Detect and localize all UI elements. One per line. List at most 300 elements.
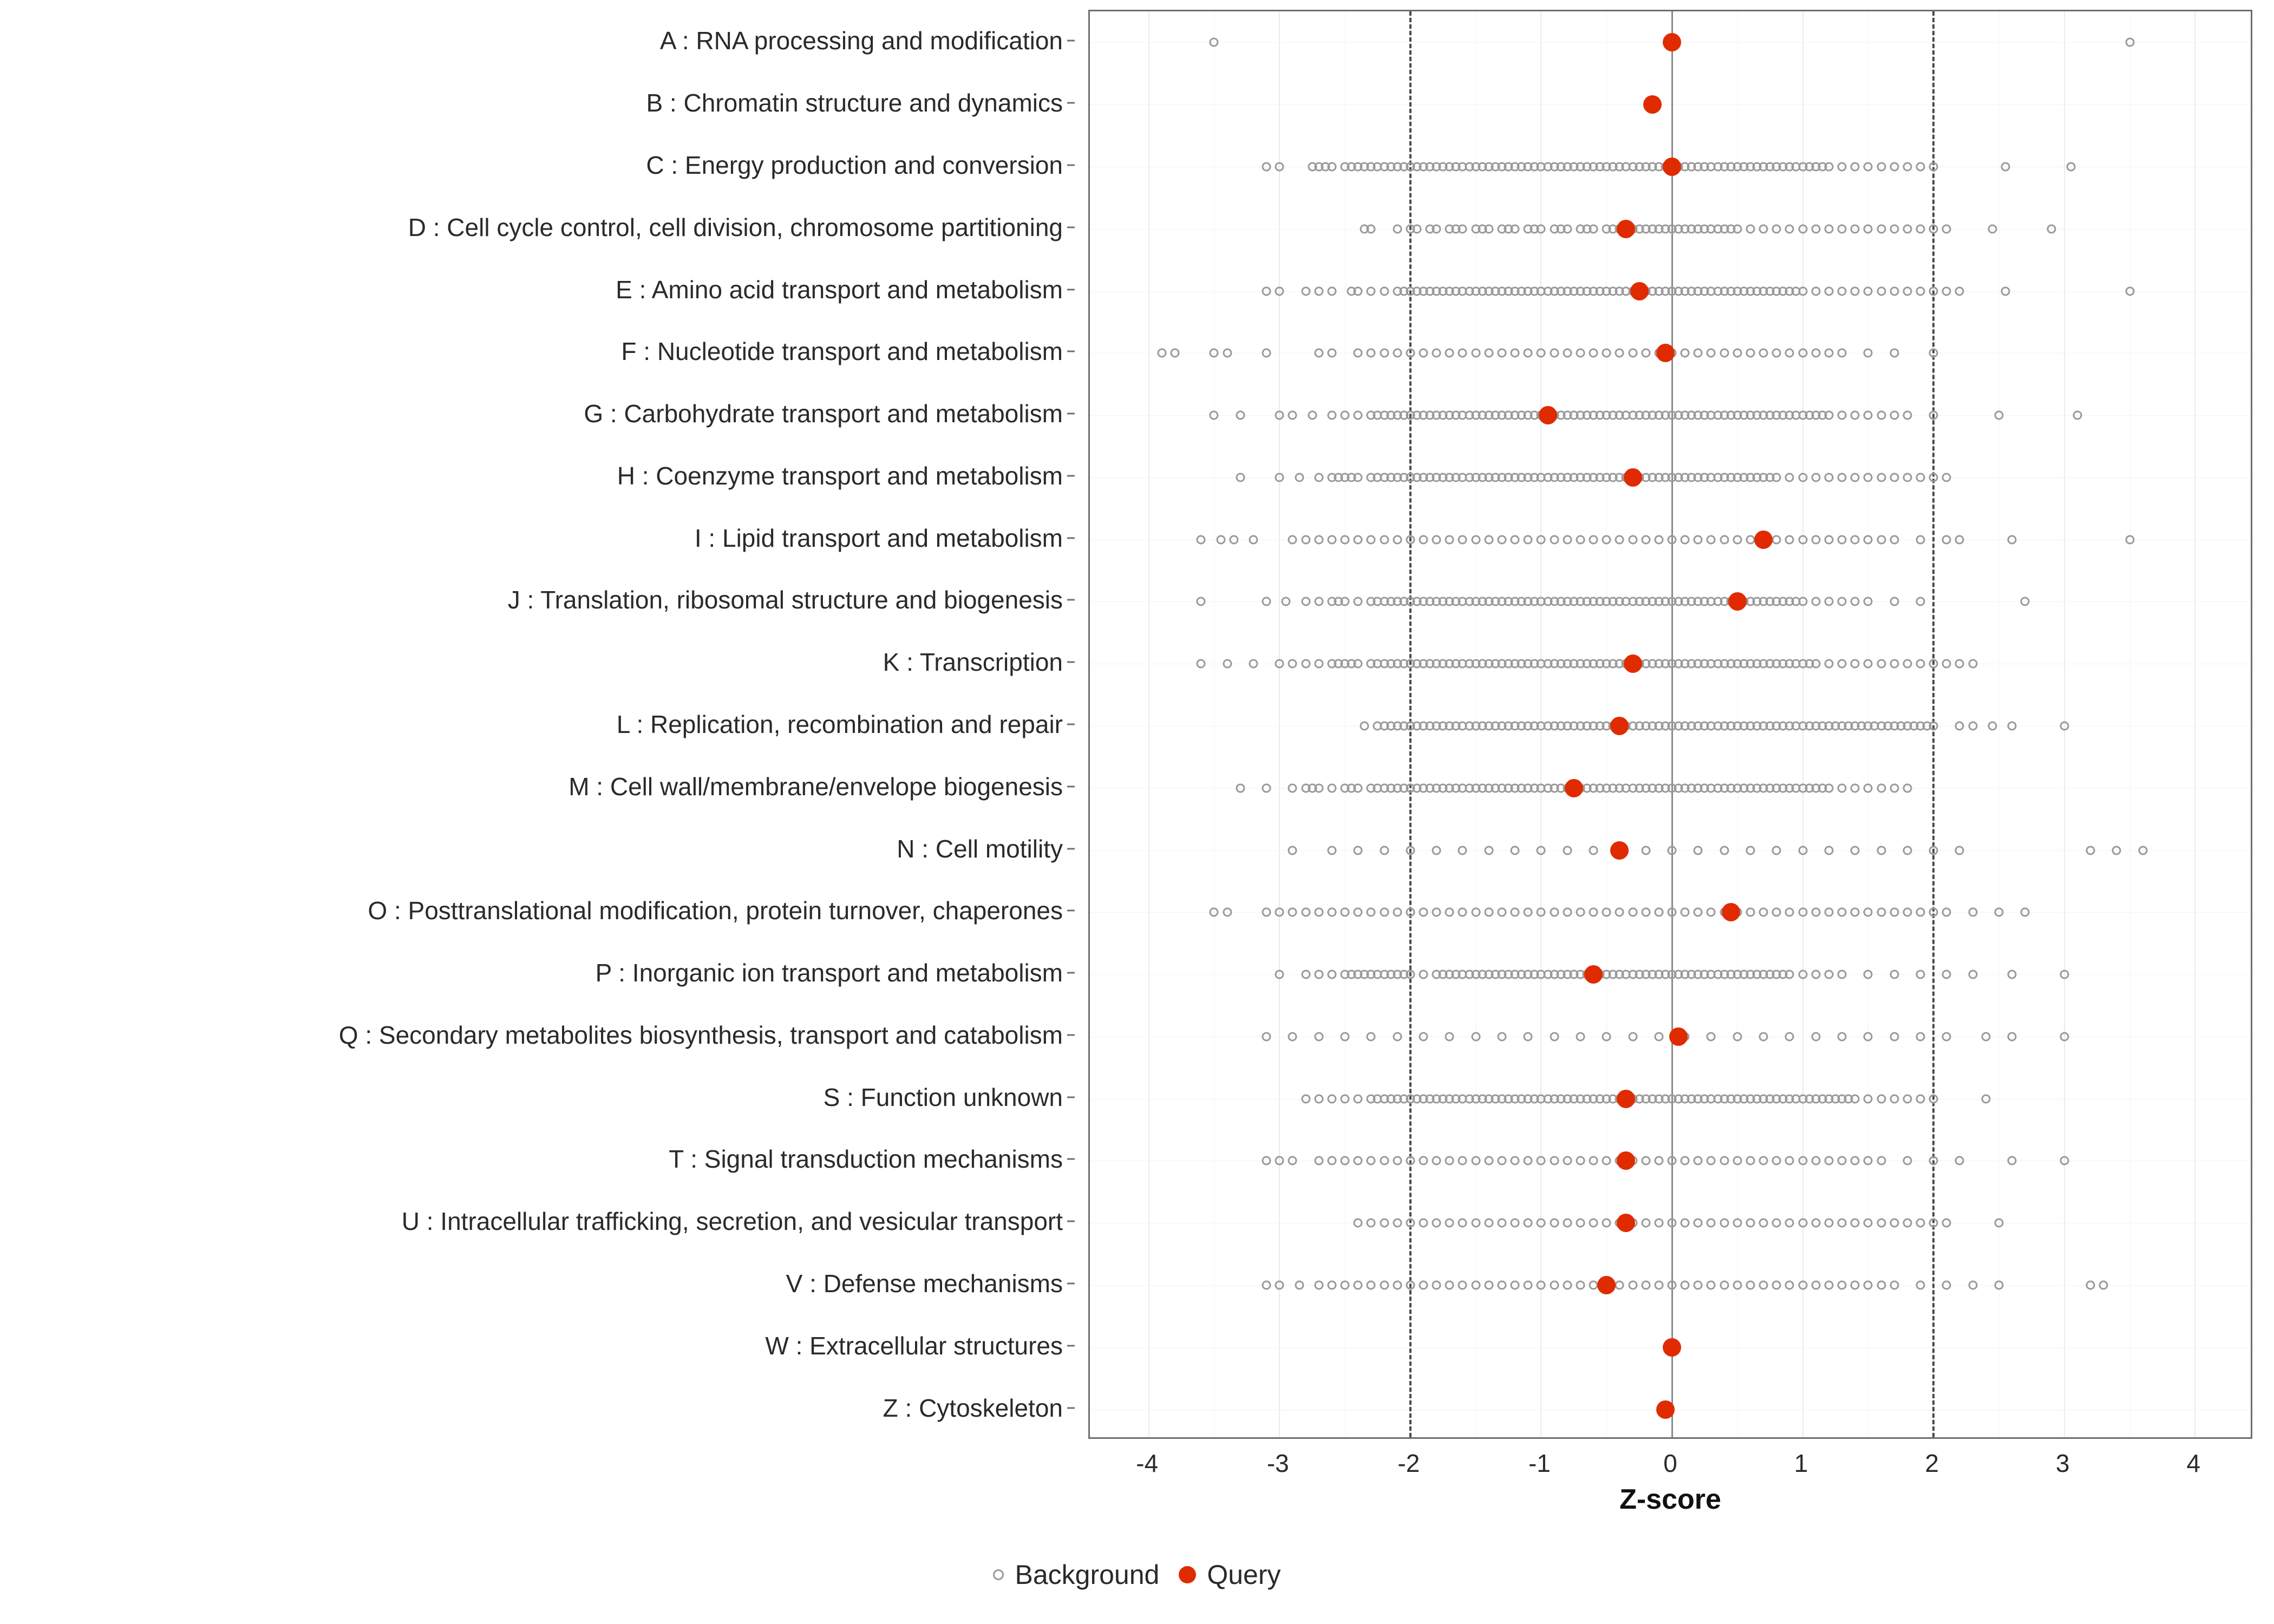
background-point bbox=[2066, 162, 2075, 171]
background-point bbox=[1314, 535, 1323, 544]
background-point bbox=[1406, 846, 1415, 855]
background-point bbox=[1563, 908, 1572, 917]
background-point bbox=[1890, 224, 1899, 233]
background-point bbox=[1929, 1156, 1938, 1165]
background-point bbox=[1916, 597, 1925, 606]
background-point bbox=[1367, 224, 1376, 233]
background-point bbox=[1537, 908, 1546, 917]
background-point bbox=[1988, 722, 1997, 731]
background-point bbox=[1746, 1281, 1755, 1290]
background-point bbox=[1511, 908, 1520, 917]
background-point bbox=[1550, 1032, 1559, 1041]
background-point bbox=[1772, 473, 1781, 482]
background-point bbox=[1497, 908, 1506, 917]
background-point bbox=[1563, 535, 1572, 544]
background-point bbox=[1249, 535, 1258, 544]
y-axis-tick bbox=[1067, 164, 1075, 166]
legend-item-background bbox=[993, 1559, 1159, 1590]
background-point bbox=[1798, 1156, 1807, 1165]
background-point bbox=[1262, 1032, 1271, 1041]
background-point bbox=[1550, 1156, 1559, 1165]
background-point bbox=[1393, 908, 1402, 917]
background-point bbox=[1275, 659, 1284, 669]
y-axis-tick bbox=[1067, 226, 1075, 228]
background-point bbox=[1668, 1219, 1677, 1228]
background-point bbox=[1458, 349, 1467, 358]
background-point bbox=[1707, 1032, 1716, 1041]
background-point bbox=[1210, 349, 1219, 358]
background-point bbox=[1563, 846, 1572, 855]
background-point bbox=[1327, 1281, 1336, 1290]
background-point bbox=[1903, 659, 1912, 669]
background-point bbox=[1851, 908, 1860, 917]
background-point bbox=[1811, 1032, 1820, 1041]
background-point bbox=[1811, 908, 1820, 917]
background-point bbox=[1641, 908, 1650, 917]
background-point bbox=[1824, 224, 1833, 233]
background-point bbox=[1576, 349, 1585, 358]
background-point bbox=[1406, 349, 1415, 358]
background-marker-icon bbox=[993, 1569, 1004, 1580]
background-point bbox=[1484, 846, 1493, 855]
background-point bbox=[1824, 411, 1833, 420]
background-point bbox=[1733, 1032, 1742, 1041]
background-point bbox=[1942, 286, 1951, 296]
background-point bbox=[1236, 473, 1245, 482]
background-point bbox=[1707, 535, 1716, 544]
background-point bbox=[1864, 970, 1873, 979]
background-point bbox=[1354, 473, 1363, 482]
background-point bbox=[1890, 783, 1899, 793]
background-point bbox=[1641, 1219, 1650, 1228]
background-point bbox=[1903, 162, 1912, 171]
background-point bbox=[1785, 908, 1794, 917]
background-point bbox=[1314, 1281, 1323, 1290]
background-point bbox=[1916, 473, 1925, 482]
y-axis-tick bbox=[1067, 1283, 1075, 1285]
background-point bbox=[1811, 659, 1820, 669]
background-point bbox=[1772, 1156, 1781, 1165]
background-point bbox=[1681, 1156, 1690, 1165]
background-point bbox=[1406, 535, 1415, 544]
background-point bbox=[1589, 224, 1598, 233]
background-point bbox=[1955, 1156, 1964, 1165]
query-point bbox=[1624, 654, 1642, 673]
background-point bbox=[1589, 1219, 1598, 1228]
background-point bbox=[1668, 1281, 1677, 1290]
query-point bbox=[1597, 1276, 1616, 1294]
background-point bbox=[1864, 908, 1873, 917]
background-point bbox=[1929, 659, 1938, 669]
background-point bbox=[1419, 908, 1428, 917]
background-point bbox=[1785, 1219, 1794, 1228]
background-point bbox=[1262, 783, 1271, 793]
background-point bbox=[1707, 1156, 1716, 1165]
background-point bbox=[1524, 1219, 1533, 1228]
y-axis-tick bbox=[1067, 724, 1075, 725]
background-point bbox=[1602, 1156, 1611, 1165]
background-point bbox=[1484, 908, 1493, 917]
background-point bbox=[2008, 970, 2017, 979]
query-point bbox=[1617, 220, 1635, 238]
background-point bbox=[1367, 1156, 1376, 1165]
background-point bbox=[1314, 659, 1323, 669]
background-point bbox=[1628, 1281, 1637, 1290]
background-point bbox=[2060, 722, 2069, 731]
background-point bbox=[1824, 597, 1833, 606]
background-point bbox=[1838, 783, 1847, 793]
y-axis-tick bbox=[1067, 40, 1075, 42]
background-point bbox=[1288, 535, 1297, 544]
background-point bbox=[1785, 535, 1794, 544]
background-point bbox=[1602, 535, 1611, 544]
background-point bbox=[1524, 1156, 1533, 1165]
background-point bbox=[1681, 1219, 1690, 1228]
background-point bbox=[1471, 1032, 1480, 1041]
background-point bbox=[1916, 1281, 1925, 1290]
background-point bbox=[1877, 162, 1886, 171]
background-point bbox=[1654, 535, 1663, 544]
background-point bbox=[1589, 535, 1598, 544]
y-axis-label: J : Translation, ribosomal structure and biogenesis bbox=[507, 586, 1063, 614]
background-point bbox=[1275, 411, 1284, 420]
background-point bbox=[1864, 411, 1873, 420]
background-point bbox=[1367, 286, 1376, 296]
background-point bbox=[1354, 1219, 1363, 1228]
background-point bbox=[1275, 473, 1284, 482]
background-point bbox=[1550, 349, 1559, 358]
background-point bbox=[2008, 1156, 2017, 1165]
background-point bbox=[1877, 535, 1886, 544]
background-point bbox=[1367, 1219, 1376, 1228]
y-axis-label: M : Cell wall/membrane/envelope biogenesis bbox=[568, 772, 1063, 801]
background-point bbox=[1314, 1094, 1323, 1103]
background-point bbox=[1432, 908, 1441, 917]
background-point bbox=[1484, 535, 1493, 544]
background-point bbox=[1484, 224, 1493, 233]
background-point bbox=[1955, 535, 1964, 544]
background-point bbox=[1759, 908, 1768, 917]
background-point bbox=[1262, 162, 1271, 171]
background-point bbox=[1798, 1219, 1807, 1228]
background-point bbox=[1406, 1156, 1415, 1165]
background-point bbox=[2008, 722, 2017, 731]
background-point bbox=[1314, 1156, 1323, 1165]
background-point bbox=[1262, 1156, 1271, 1165]
y-axis-tick bbox=[1067, 785, 1075, 787]
background-point bbox=[1916, 162, 1925, 171]
background-point bbox=[1811, 286, 1820, 296]
background-point bbox=[1537, 1219, 1546, 1228]
background-point bbox=[1890, 597, 1899, 606]
background-point bbox=[1524, 1032, 1533, 1041]
query-point bbox=[1617, 1090, 1635, 1108]
background-point bbox=[1458, 846, 1467, 855]
background-point bbox=[1707, 908, 1716, 917]
background-point bbox=[1341, 597, 1350, 606]
background-point bbox=[1432, 846, 1441, 855]
plot-inner bbox=[1090, 11, 2251, 1437]
y-axis-label: H : Coenzyme transport and metabolism bbox=[617, 461, 1063, 490]
background-point bbox=[1511, 349, 1520, 358]
background-point bbox=[2099, 1281, 2108, 1290]
y-axis-label: W : Extracellular structures bbox=[765, 1331, 1063, 1360]
y-axis-tick bbox=[1067, 102, 1075, 104]
background-point bbox=[1733, 1281, 1742, 1290]
background-point bbox=[1955, 659, 1964, 669]
background-point bbox=[1354, 1281, 1363, 1290]
background-point bbox=[1432, 1281, 1441, 1290]
background-point bbox=[1380, 908, 1389, 917]
background-point bbox=[1419, 1032, 1428, 1041]
background-point bbox=[1759, 224, 1768, 233]
background-point bbox=[1824, 970, 1833, 979]
background-point bbox=[1838, 162, 1847, 171]
background-point bbox=[1838, 970, 1847, 979]
background-point bbox=[1497, 349, 1506, 358]
background-point bbox=[1916, 224, 1925, 233]
background-point bbox=[1838, 1219, 1847, 1228]
background-point bbox=[1955, 722, 1964, 731]
background-point bbox=[1341, 908, 1350, 917]
background-point bbox=[1288, 1032, 1297, 1041]
background-point bbox=[1772, 1219, 1781, 1228]
background-point bbox=[1406, 970, 1415, 979]
query-point bbox=[1656, 1400, 1675, 1419]
background-point bbox=[1380, 286, 1389, 296]
background-point bbox=[1681, 908, 1690, 917]
background-point bbox=[1602, 908, 1611, 917]
query-point bbox=[1610, 841, 1629, 860]
background-point bbox=[1445, 535, 1454, 544]
background-point bbox=[1798, 349, 1807, 358]
background-point bbox=[1824, 162, 1833, 171]
background-point bbox=[1864, 1281, 1873, 1290]
background-point bbox=[1942, 970, 1951, 979]
background-point bbox=[2112, 846, 2121, 855]
background-point bbox=[1393, 1156, 1402, 1165]
background-point bbox=[1929, 722, 1938, 731]
y-axis-tick bbox=[1067, 289, 1075, 290]
background-point bbox=[1733, 1219, 1742, 1228]
background-point bbox=[2086, 846, 2095, 855]
y-axis-label: G : Carbohydrate transport and metabolism bbox=[584, 400, 1063, 428]
background-point bbox=[1589, 908, 1598, 917]
background-point bbox=[2086, 1281, 2095, 1290]
background-point bbox=[1851, 846, 1860, 855]
background-point bbox=[1942, 1032, 1951, 1041]
background-point bbox=[1275, 286, 1284, 296]
background-point bbox=[1275, 1156, 1284, 1165]
background-point bbox=[1210, 38, 1219, 47]
background-point bbox=[1798, 535, 1807, 544]
background-point bbox=[1838, 349, 1847, 358]
background-point bbox=[1811, 1156, 1820, 1165]
background-point bbox=[1824, 908, 1833, 917]
x-axis-ticks bbox=[1088, 1439, 2252, 1488]
y-axis-label: Z : Cytoskeleton bbox=[883, 1393, 1063, 1422]
background-point bbox=[1484, 349, 1493, 358]
background-point bbox=[1877, 1281, 1886, 1290]
background-point bbox=[1301, 908, 1310, 917]
background-point bbox=[1275, 970, 1284, 979]
legend-label-query: Query bbox=[1207, 1560, 1281, 1590]
query-point bbox=[1643, 95, 1662, 114]
background-point bbox=[1275, 1281, 1284, 1290]
background-point bbox=[1380, 1156, 1389, 1165]
background-point bbox=[1838, 1281, 1847, 1290]
background-point bbox=[2021, 597, 2030, 606]
background-point bbox=[1746, 1156, 1755, 1165]
background-point bbox=[1295, 473, 1304, 482]
background-point bbox=[1654, 1156, 1663, 1165]
background-point bbox=[1811, 970, 1820, 979]
background-point bbox=[1798, 1281, 1807, 1290]
background-point bbox=[1223, 908, 1232, 917]
background-point bbox=[1785, 1156, 1794, 1165]
background-point bbox=[1994, 908, 2003, 917]
background-point bbox=[1877, 846, 1886, 855]
background-point bbox=[1550, 908, 1559, 917]
background-point bbox=[1327, 846, 1336, 855]
query-point bbox=[1617, 1151, 1635, 1170]
background-point bbox=[1890, 1032, 1899, 1041]
background-point bbox=[1406, 908, 1415, 917]
background-point bbox=[1445, 1156, 1454, 1165]
background-point bbox=[1524, 535, 1533, 544]
background-point bbox=[1288, 411, 1297, 420]
background-point bbox=[1354, 908, 1363, 917]
background-point bbox=[1798, 473, 1807, 482]
y-axis-tick bbox=[1067, 972, 1075, 974]
y-axis-tick bbox=[1067, 1407, 1075, 1409]
background-point bbox=[1288, 908, 1297, 917]
background-point bbox=[1955, 286, 1964, 296]
background-point bbox=[1589, 846, 1598, 855]
query-point bbox=[1624, 468, 1642, 487]
background-point bbox=[1157, 349, 1166, 358]
background-point bbox=[1942, 1281, 1951, 1290]
query-point bbox=[1584, 965, 1603, 984]
background-point bbox=[1890, 286, 1899, 296]
x-axis-tick-label: -3 bbox=[1266, 1449, 1289, 1477]
background-point bbox=[1877, 908, 1886, 917]
background-point bbox=[2060, 1032, 2069, 1041]
background-point bbox=[1746, 535, 1755, 544]
legend-label-background: Background bbox=[1015, 1560, 1160, 1590]
background-point bbox=[1197, 659, 1206, 669]
background-point bbox=[1223, 349, 1232, 358]
background-point bbox=[1694, 349, 1703, 358]
background-point bbox=[1877, 286, 1886, 296]
background-point bbox=[1838, 1032, 1847, 1041]
background-point bbox=[1471, 535, 1480, 544]
background-point bbox=[1354, 846, 1363, 855]
background-point bbox=[1838, 473, 1847, 482]
background-point bbox=[2008, 535, 2017, 544]
y-axis-tick bbox=[1067, 351, 1075, 352]
background-point bbox=[1824, 349, 1833, 358]
y-axis-tick bbox=[1067, 1221, 1075, 1222]
background-point bbox=[1615, 908, 1624, 917]
background-point bbox=[1380, 349, 1389, 358]
background-point bbox=[1851, 597, 1860, 606]
background-point bbox=[1589, 1281, 1598, 1290]
y-axis-label: A : RNA processing and modification bbox=[659, 27, 1063, 55]
background-point bbox=[1314, 286, 1323, 296]
background-point bbox=[1432, 1219, 1441, 1228]
background-point bbox=[1968, 722, 1977, 731]
background-point bbox=[1327, 286, 1336, 296]
y-axis-tick bbox=[1067, 1158, 1075, 1160]
background-point bbox=[1432, 224, 1441, 233]
background-point bbox=[1393, 535, 1402, 544]
background-point bbox=[1223, 659, 1232, 669]
y-axis-label: I : Lipid transport and metabolism bbox=[694, 523, 1063, 552]
background-point bbox=[1772, 908, 1781, 917]
background-point bbox=[1295, 1281, 1304, 1290]
query-point bbox=[1663, 1338, 1681, 1357]
background-point bbox=[1903, 1219, 1912, 1228]
background-point bbox=[1445, 1219, 1454, 1228]
background-point bbox=[1720, 535, 1729, 544]
background-point bbox=[1811, 1281, 1820, 1290]
background-point bbox=[1511, 846, 1520, 855]
background-point bbox=[1262, 908, 1271, 917]
background-point bbox=[1589, 1156, 1598, 1165]
background-point bbox=[1537, 1281, 1546, 1290]
background-point bbox=[1301, 535, 1310, 544]
background-point bbox=[1746, 349, 1755, 358]
background-point bbox=[1354, 1094, 1363, 1103]
background-point bbox=[1654, 908, 1663, 917]
background-point bbox=[1864, 349, 1873, 358]
background-point bbox=[1994, 411, 2003, 420]
query-point bbox=[1663, 33, 1681, 51]
background-point bbox=[1864, 1094, 1873, 1103]
background-point bbox=[1249, 659, 1258, 669]
background-point bbox=[1511, 1156, 1520, 1165]
x-axis-tick-label: 2 bbox=[1925, 1449, 1939, 1477]
background-point bbox=[1497, 1032, 1506, 1041]
background-point bbox=[1903, 1094, 1912, 1103]
background-point bbox=[2001, 286, 2010, 296]
background-point bbox=[1641, 1281, 1650, 1290]
background-point bbox=[1864, 597, 1873, 606]
background-point bbox=[1537, 535, 1546, 544]
background-point bbox=[1471, 349, 1480, 358]
background-point bbox=[1262, 286, 1271, 296]
background-point bbox=[2008, 1032, 2017, 1041]
x-axis-tick-label: 1 bbox=[1794, 1449, 1808, 1477]
background-point bbox=[1537, 224, 1546, 233]
background-point bbox=[1275, 162, 1284, 171]
y-axis-tick bbox=[1067, 848, 1075, 849]
background-point bbox=[2138, 846, 2147, 855]
background-point bbox=[1563, 1281, 1572, 1290]
background-point bbox=[1988, 224, 1997, 233]
background-point bbox=[1419, 1156, 1428, 1165]
background-point bbox=[1811, 349, 1820, 358]
background-point bbox=[1864, 162, 1873, 171]
plot-area bbox=[1088, 10, 2252, 1439]
background-point bbox=[1563, 1219, 1572, 1228]
background-point bbox=[1929, 286, 1938, 296]
background-point bbox=[2047, 224, 2056, 233]
background-point bbox=[1563, 224, 1572, 233]
background-point bbox=[1798, 970, 1807, 979]
background-point bbox=[1262, 1281, 1271, 1290]
